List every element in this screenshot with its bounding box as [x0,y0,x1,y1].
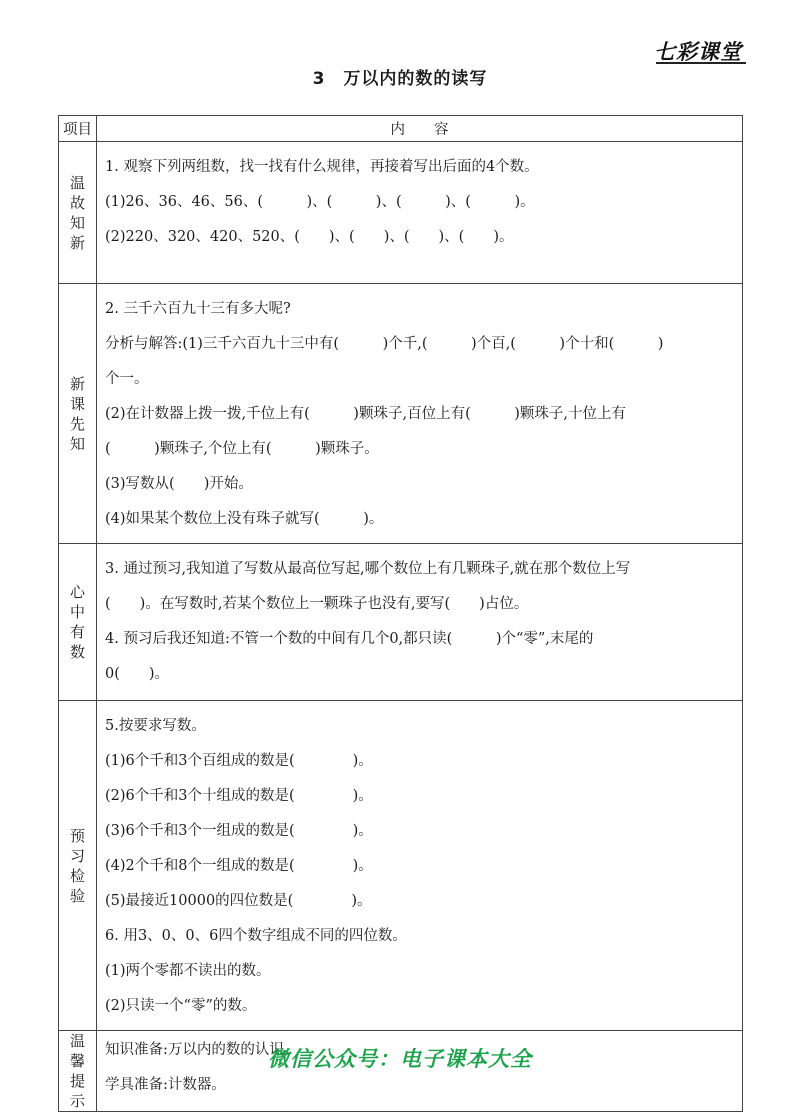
content-line: (2)220、320、420、520、( )、( )、( )、( )。 [105,229,514,245]
title-number: 3 [312,69,326,89]
table-header-row [59,116,743,142]
section-row-preview-check [59,701,743,1031]
section-label: 预习检验 [59,701,97,1031]
section-label: 心中有数 [59,544,97,701]
content-line: (1)两个零都不读出的数。 [105,963,271,979]
content-line: 知识准备:万以内的数的认识。 [105,1042,299,1058]
brand-logo: 七彩课堂 [654,40,742,64]
content-line: 4. 预习后我还知道:不管一个数的中间有几个0,都只读( )个“零”,末尾的 [105,631,594,647]
content-line: 个一。 [105,371,149,387]
section-content [97,142,743,284]
header-item: 项目 [59,116,97,142]
content-line: 2. 三千六百九十三有多大呢? [105,301,291,317]
content-line: (4)2个千和8个一组成的数是( )。 [105,858,373,874]
content-line: (3)6个千和3个一组成的数是( )。 [105,823,373,839]
section-label: 新课先知 [59,284,97,544]
section-label: 温故知新 [59,142,97,284]
section-content [97,284,743,544]
preview-table [58,115,743,1112]
content-line: 1. 观察下列两组数，找一找有什么规律，再接着写出后面的4个数。 [105,159,539,175]
section-content [97,544,743,701]
content-line: 学具准备:计数器。 [105,1077,226,1093]
section-content [97,701,743,1031]
content-line: 0( )。 [105,666,170,682]
content-line: ( )。在写数时,若某个数位上一颗珠子也没有,要写( )占位。 [105,596,529,612]
content-line: (3)写数从( )开始。 [105,476,253,492]
content-line: 6. 用3、0、0、6四个数字组成不同的四位数。 [105,928,407,944]
content-line: 5.按要求写数。 [105,718,206,734]
content-line: (5)最接近10000的四位数是( )。 [105,893,372,909]
header-content: 内 容 [97,116,743,142]
title-text: 万以内的数的读写 [343,69,488,89]
content-line: 分析与解答:(1)三千六百九十三中有( )个千,( )个百,( )个十和( ) [105,336,664,352]
section-row-review [59,142,743,284]
section-label: 温馨提示 [59,1031,97,1112]
content-line: (4)如果某个数位上没有珠子就写( )。 [105,511,384,527]
watermark-footer: 微信公众号：电子课本大全 [268,1047,532,1071]
page-title [0,64,800,89]
content-line: (1)26、36、46、56、( )、( )、( )、( )。 [105,194,535,210]
content-line: (2)在计数器上拨一拨,千位上有( )颗珠子,百位上有( )颗珠子,十位上有 [105,406,626,422]
content-line: 3. 通过预习,我知道了写数从最高位写起,哪个数位上有几颗珠子,就在那个数位上写 [105,561,631,577]
content-line: (2)只读一个“零”的数。 [105,998,257,1014]
content-line: (1)6个千和3个百组成的数是( )。 [105,753,373,769]
section-row-understanding [59,544,743,701]
content-line: ( )颗珠子,个位上有( )颗珠子。 [105,441,379,457]
content-line: (2)6个千和3个十组成的数是( )。 [105,788,373,804]
section-row-new-lesson [59,284,743,544]
